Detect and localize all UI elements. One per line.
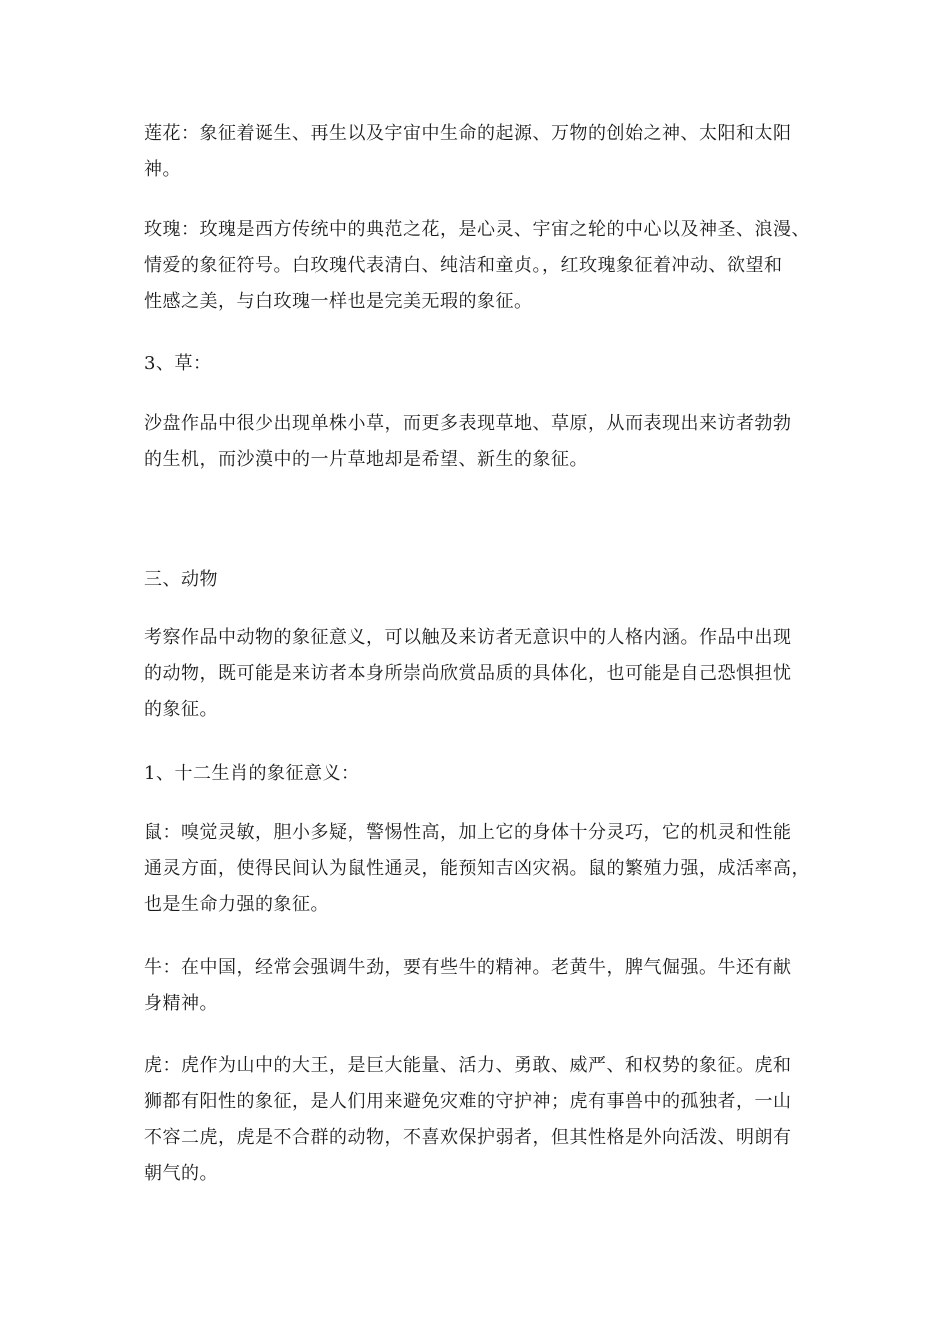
text-line: 也是生命力强的象征。 bbox=[144, 894, 329, 915]
text-line: 不容二虎，虎是不合群的动物，不喜欢保护弱者，但其性格是外向活泼、明朗有 bbox=[144, 1127, 792, 1148]
text-line: 的象征。 bbox=[144, 699, 218, 720]
text-line: 身精神。 bbox=[144, 993, 218, 1014]
text-line: 狮都有阳性的象征，是人们用来避免灾难的守护神；虎有事兽中的孤独者，一山 bbox=[144, 1091, 792, 1112]
text-line: 性感之美，与白玫瑰一样也是完美无瑕的象征。 bbox=[144, 291, 533, 312]
text-line: 朝气的。 bbox=[144, 1163, 218, 1184]
text-line: 神。 bbox=[144, 159, 181, 180]
text-line: 牛：在中国，经常会强调牛劲，要有些牛的精神。老黄牛，脾气倔强。牛还有献 bbox=[144, 957, 792, 978]
paragraph-grass bbox=[144, 406, 810, 478]
text-line: 情爱的象征符号。白玫瑰代表清白、纯洁和童贞。，红玫瑰象征着冲动、欲望和 bbox=[144, 255, 783, 276]
paragraph-lotus bbox=[144, 116, 810, 188]
paragraph-rat bbox=[144, 815, 810, 923]
heading-animals bbox=[144, 562, 810, 598]
text-line: 沙盘作品中很少出现单株小草，而更多表现草地、草原，从而表现出来访者勃勃 bbox=[144, 413, 792, 434]
text-line: 考察作品中动物的象征意义，可以触及来访者无意识中的人格内涵。作品中出现 bbox=[144, 627, 792, 648]
paragraph-animals-intro bbox=[144, 620, 810, 728]
paragraph-rose bbox=[144, 212, 810, 320]
text-line: 1、十二生肖的象征意义： bbox=[144, 763, 360, 784]
text-line: 虎：虎作为山中的大王，是巨大能量、活力、勇敢、威严、和权势的象征。虎和 bbox=[144, 1055, 792, 1076]
text-line: 的生机，而沙漠中的一片草地却是希望、新生的象征。 bbox=[144, 449, 588, 470]
text-line: 三、动物 bbox=[144, 569, 218, 590]
text-line: 的动物，既可能是来访者本身所崇尚欣赏品质的具体化，也可能是自己恐惧担忧 bbox=[144, 663, 792, 684]
text-line: 莲花：象征着诞生、再生以及宇宙中生命的起源、万物的创始之神、太阳和太阳 bbox=[144, 123, 792, 144]
text-line: 通灵方面，使得民间认为鼠性通灵，能预知吉凶灾祸。鼠的繁殖力强，成活率高， bbox=[144, 858, 810, 879]
paragraph-tiger bbox=[144, 1048, 810, 1192]
text-line: 玫瑰：玫瑰是西方传统中的典范之花，是心灵、宇宙之轮的中心以及神圣、浪漫、 bbox=[144, 219, 810, 240]
text-line: 3、草： bbox=[144, 353, 212, 374]
text-line: 鼠：嗅觉灵敏，胆小多疑，警惕性高，加上它的身体十分灵巧，它的机灵和性能 bbox=[144, 822, 792, 843]
heading-zodiac bbox=[144, 756, 810, 792]
paragraph-ox bbox=[144, 950, 810, 1022]
heading-grass bbox=[144, 346, 810, 382]
